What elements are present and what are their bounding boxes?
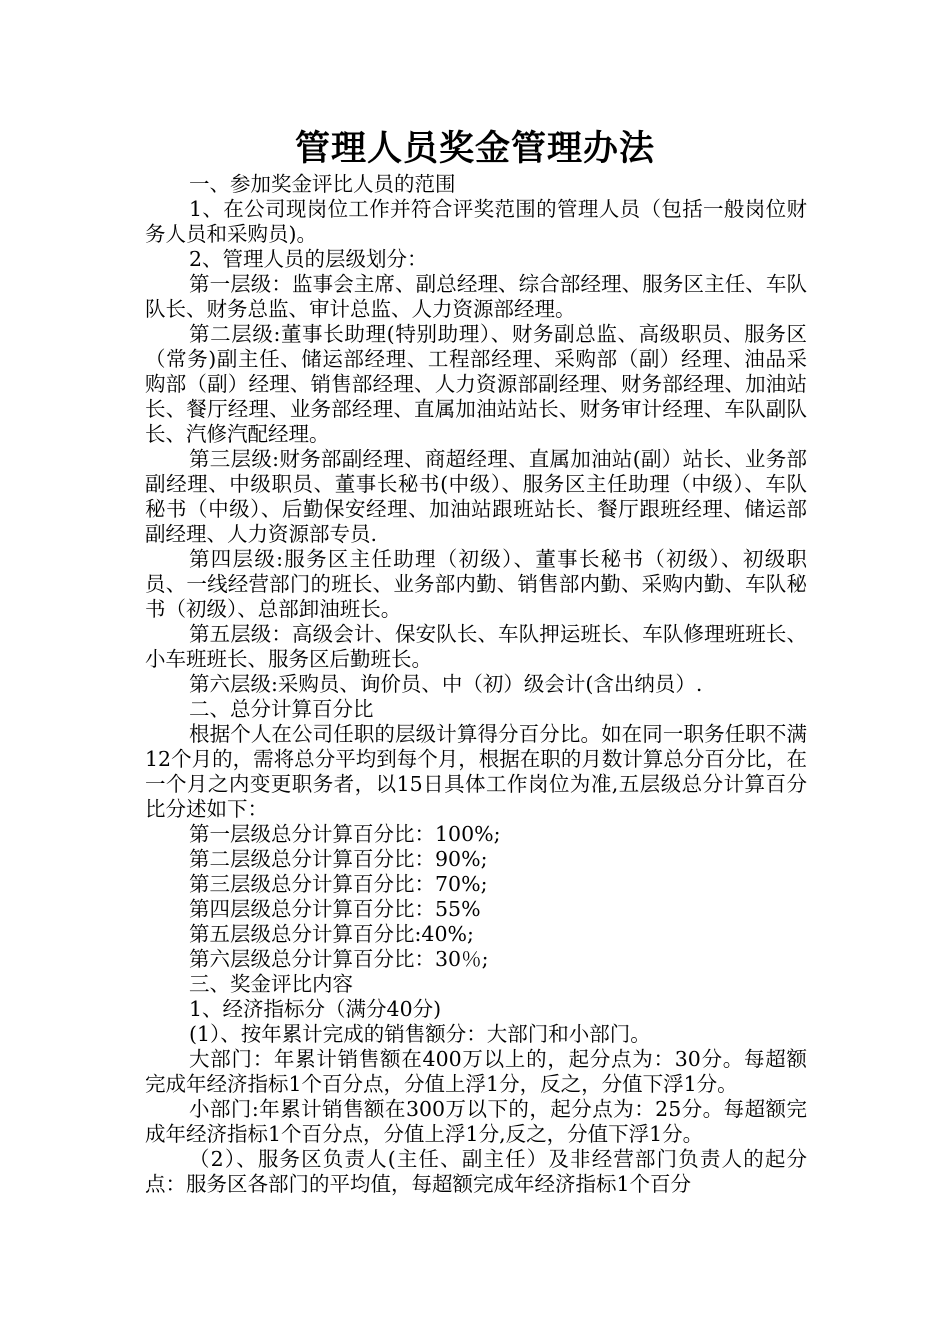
paragraph-level-3: 第三层级:财务部副经理、商超经理、直属加油站(副）站长、业务部副经理、中级职员、董事长秘书(中级）、服务区主任助理（中级）、车队秘书（中级）、后勤保安经理、加油站跟班站长、餐厅跟班经理、储运部副经理、人力资源部专员. <box>145 447 807 546</box>
paragraph-scope-item-2: 2、管理人员的层级划分： <box>189 247 428 271</box>
paragraph-level-6: 第六层级:采购员、询价员、中（初）级会计(含出纳员）. <box>189 672 703 696</box>
section-heading-content: 三、奖金评比内容 <box>189 972 353 996</box>
paragraph-small-department: 小部门:年累计销售额在300万以下的，起分点为：25分。每超额完成年经济指标1个百分点，分值上浮1分,反之，分值下浮1分。 <box>145 1097 807 1146</box>
paragraph-percentage-level-5: 第五层级总分计算百分比:40%; <box>189 922 474 946</box>
section-heading-scope: 一、参加奖金评比人员的范围 <box>189 172 456 196</box>
paragraph-percentage-rule: 根据个人在公司任职的层级计算得分百分比。如在同一职务任职不满12个月的，需将总分平均到每个月，根据在职的月数计算总分百分比，在一个月之内变更职务者，以15日具体工作岗位为准,五层级总分计算百分比分述如下： <box>145 722 807 821</box>
paragraph-percentage-level-3: 第三层级总分计算百分比：70%; <box>189 872 488 896</box>
paragraph-level-4: 第四层级:服务区主任助理（初级）、董事长秘书（初级）、初级职员、一线经营部门的班长、业务部内勤、销售部内勤、采购内勤、车队秘书（初级）、总部卸油班长。 <box>145 547 807 621</box>
paragraph-sales-score: (1）、按年累计完成的销售额分：大部门和小部门。 <box>189 1022 651 1046</box>
paragraph-level-1: 第一层级：监事会主席、副总经理、综合部经理、服务区主任、车队队长、财务总监、审计总监、人力资源部经理。 <box>145 272 807 321</box>
paragraph-scope-item-1: 1、在公司现岗位工作并符合评奖范围的管理人员（包括一般岗位财务人员和采购员)。 <box>145 197 807 246</box>
document-body <box>145 172 807 1197</box>
paragraph-percentage-level-2: 第二层级总分计算百分比：90%; <box>189 847 488 871</box>
paragraph-level-5: 第五层级：高级会计、保安队长、车队押运班长、车队修理班班长、小车班班长、服务区后勤班长。 <box>145 622 807 671</box>
paragraph-percentage-level-6: 第六层级总分计算百分比：30％; <box>189 947 489 971</box>
paragraph-large-department: 大部门：年累计销售额在400万以上的，起分点为：30分。每超额完成年经济指标1个百分点，分值上浮1分，反之，分值下浮1分。 <box>145 1047 807 1096</box>
paragraph-economic-score: 1、经济指标分（满分40分) <box>189 997 442 1021</box>
paragraph-level-2: 第二层级:董事长助理(特别助理）、财务副总监、高级职员、服务区（常务)副主任、储运部经理、工程部经理、采购部（副）经理、油品采购部（副）经理、销售部经理、人力资源部副经理、财务部经理、加油站长、餐厅经理、业务部经理、直属加油站站长、财务审计经理、车队副队长、汽修汽配经理。 <box>145 322 807 446</box>
section-heading-percentage: 二、总分计算百分比 <box>189 697 374 721</box>
paragraph-percentage-level-4: 第四层级总分计算百分比：55% <box>189 897 481 921</box>
document-title: 管理人员奖金管理办法 <box>294 129 655 169</box>
paragraph-service-area-head: （2）、服务区负责人(主任、副主任）及非经营部门负责人的起分点：服务区各部门的平均值，每超额完成年经济指标1个百分 <box>145 1147 807 1196</box>
paragraph-percentage-level-1: 第一层级总分计算百分比：100%; <box>189 822 501 846</box>
